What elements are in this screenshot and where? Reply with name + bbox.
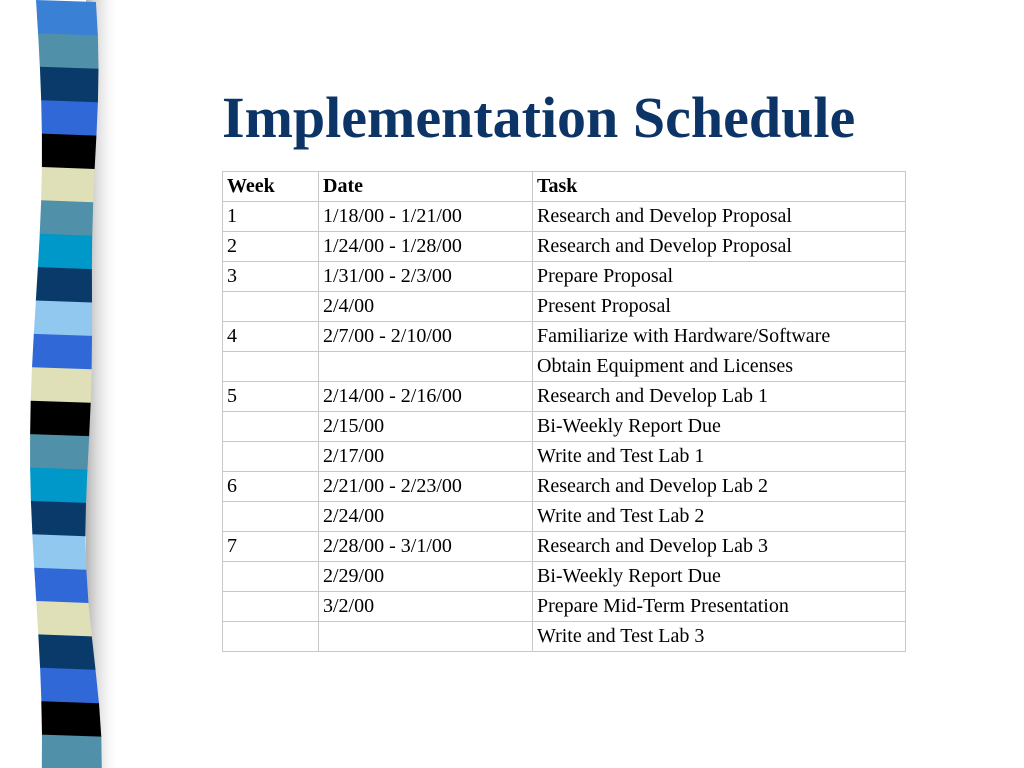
cell-week: 6 bbox=[223, 472, 319, 502]
table-row bbox=[223, 472, 906, 502]
page-title: Implementation Schedule bbox=[222, 85, 856, 150]
cell-date: 2/29/00 bbox=[319, 562, 533, 592]
header-date: Date bbox=[319, 172, 533, 202]
ribbon-segment bbox=[36, 601, 92, 637]
ribbon-segment bbox=[40, 67, 99, 103]
cell-week: 2 bbox=[223, 232, 319, 262]
header-week: Week bbox=[223, 172, 319, 202]
cell-date bbox=[319, 352, 533, 382]
cell-date: 2/4/00 bbox=[319, 292, 533, 322]
ribbon-segment bbox=[40, 668, 99, 704]
table-row bbox=[223, 322, 906, 352]
table-row bbox=[223, 592, 906, 622]
cell-week bbox=[223, 352, 319, 382]
table-row bbox=[223, 292, 906, 322]
cell-week bbox=[223, 562, 319, 592]
cell-task: Prepare Proposal bbox=[533, 262, 906, 292]
ribbon-segment bbox=[30, 401, 91, 437]
table-row bbox=[223, 442, 906, 472]
cell-task: Research and Develop Proposal bbox=[533, 202, 906, 232]
cell-task: Familiarize with Hardware/Software bbox=[533, 322, 906, 352]
cell-task: Research and Develop Lab 1 bbox=[533, 382, 906, 412]
cell-date: 2/24/00 bbox=[319, 502, 533, 532]
ribbon-segment bbox=[41, 167, 95, 203]
cell-task: Bi-Weekly Report Due bbox=[533, 412, 906, 442]
cell-task: Prepare Mid-Term Presentation bbox=[533, 592, 906, 622]
cell-date: 1/31/00 - 2/3/00 bbox=[319, 262, 533, 292]
ribbon-segment bbox=[30, 468, 87, 504]
cell-task: Present Proposal bbox=[533, 292, 906, 322]
table-row bbox=[223, 622, 906, 652]
cell-date: 1/24/00 - 1/28/00 bbox=[319, 232, 533, 262]
cell-date: 2/15/00 bbox=[319, 412, 533, 442]
cell-task: Write and Test Lab 3 bbox=[533, 622, 906, 652]
cell-week bbox=[223, 502, 319, 532]
cell-date: 2/7/00 - 2/10/00 bbox=[319, 322, 533, 352]
table-row bbox=[223, 202, 906, 232]
ribbon-segment bbox=[30, 434, 89, 470]
cell-date bbox=[319, 622, 533, 652]
cell-task: Research and Develop Lab 3 bbox=[533, 532, 906, 562]
cell-week: 7 bbox=[223, 532, 319, 562]
ribbon-segment bbox=[42, 134, 97, 170]
cell-date: 2/14/00 - 2/16/00 bbox=[319, 382, 533, 412]
cell-week: 4 bbox=[223, 322, 319, 352]
cell-week: 1 bbox=[223, 202, 319, 232]
ribbon-segment bbox=[41, 701, 101, 737]
table-row bbox=[223, 262, 906, 292]
cell-week bbox=[223, 292, 319, 322]
ribbon-segment bbox=[41, 100, 98, 136]
ribbon-segment bbox=[31, 367, 92, 403]
header-task: Task bbox=[533, 172, 906, 202]
ribbon-segment bbox=[34, 301, 92, 337]
table-row bbox=[223, 382, 906, 412]
cell-task: Obtain Equipment and Licenses bbox=[533, 352, 906, 382]
decorative-ribbon bbox=[0, 0, 120, 768]
table-header-row bbox=[223, 172, 906, 202]
ribbon-segment bbox=[36, 267, 92, 303]
cell-week bbox=[223, 412, 319, 442]
cell-week bbox=[223, 622, 319, 652]
table-row bbox=[223, 532, 906, 562]
cell-date: 2/21/00 - 2/23/00 bbox=[319, 472, 533, 502]
ribbon-segment bbox=[31, 501, 86, 537]
ribbon-segment bbox=[38, 33, 98, 69]
cell-week bbox=[223, 442, 319, 472]
schedule-table bbox=[222, 171, 906, 652]
ribbon-segment bbox=[36, 0, 98, 36]
table-row bbox=[223, 412, 906, 442]
cell-task: Research and Develop Lab 2 bbox=[533, 472, 906, 502]
cell-week: 5 bbox=[223, 382, 319, 412]
ribbon-segment bbox=[40, 200, 93, 236]
cell-date: 2/28/00 - 3/1/00 bbox=[319, 532, 533, 562]
table-row bbox=[223, 502, 906, 532]
table-row bbox=[223, 352, 906, 382]
cell-date: 3/2/00 bbox=[319, 592, 533, 622]
cell-task: Write and Test Lab 2 bbox=[533, 502, 906, 532]
ribbon-segment bbox=[32, 534, 86, 570]
ribbon-segment bbox=[38, 234, 92, 270]
ribbon-segment bbox=[32, 334, 92, 370]
ribbon-segment bbox=[34, 568, 88, 604]
cell-task: Bi-Weekly Report Due bbox=[533, 562, 906, 592]
cell-date: 2/17/00 bbox=[319, 442, 533, 472]
cell-date: 1/18/00 - 1/21/00 bbox=[319, 202, 533, 232]
table-row bbox=[223, 562, 906, 592]
cell-week: 3 bbox=[223, 262, 319, 292]
table-row bbox=[223, 232, 906, 262]
cell-week bbox=[223, 592, 319, 622]
cell-task: Research and Develop Proposal bbox=[533, 232, 906, 262]
ribbon-segment bbox=[42, 735, 102, 768]
cell-task: Write and Test Lab 1 bbox=[533, 442, 906, 472]
ribbon-segment bbox=[38, 634, 95, 670]
